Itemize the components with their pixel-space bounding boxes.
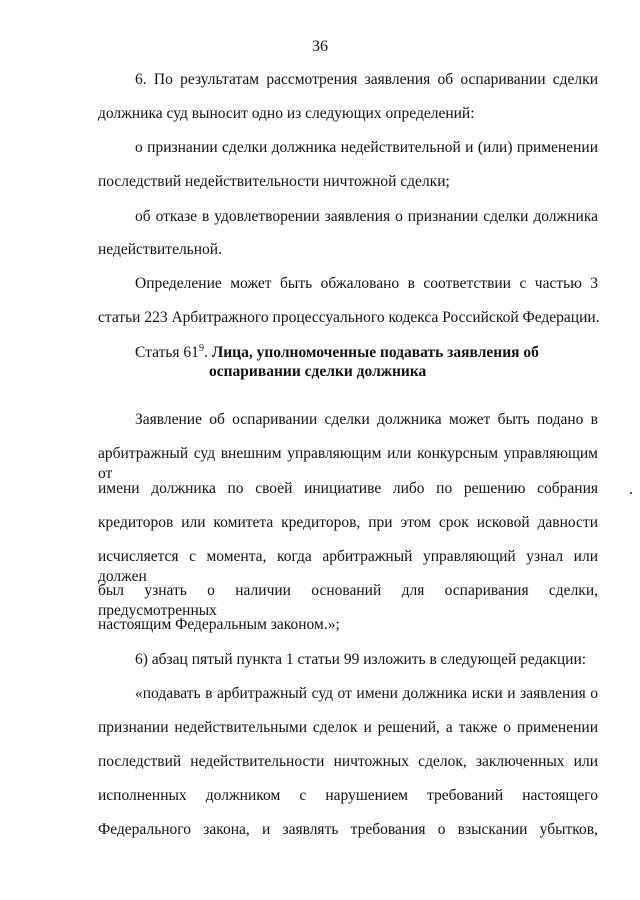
paragraph-line: 6. По результатам рассмотрения заявления об оспаривании сделки <box>135 71 598 88</box>
paragraph-line: должника суд выносит одно из следующих определений: <box>98 105 475 122</box>
paragraph-line: об отказе в удовлетворении заявления о признании сделки должника <box>135 208 598 225</box>
paragraph-line: кредиторов или комитета кредиторов, при этом срок исковой давности <box>98 514 598 531</box>
paragraph-line: исчисляется с момента, когда арбитражный управляющий узнал или должен <box>98 548 598 585</box>
paragraph-line: недействительной. <box>98 241 222 258</box>
page-number: 36 <box>312 38 328 55</box>
paragraph-line: арбитражный суд внешним управляющим или конкурсным управляющим от <box>98 445 598 482</box>
paragraph-line: статьи 223 Арбитражного процессуального кодекса Российской Федерации. <box>98 309 600 326</box>
paragraph-line: Определение может быть обжаловано в соответствии с частью 3 <box>135 275 598 292</box>
paragraph-line: последствий недействительности ничтожной сделки; <box>98 173 450 190</box>
paragraph-line: Заявление об оспаривании сделки должника может быть подано в <box>135 411 598 428</box>
paragraph-line: 6) абзац пятый пункта 1 статьи 99 изложить в следующей редакции: <box>135 651 587 668</box>
paragraph-line: последствий недействительности ничтожных сделок, заключенных или <box>98 753 598 770</box>
article-superscript: 9 <box>198 342 204 354</box>
article-title-line2: оспаривании сделки должника <box>209 363 427 380</box>
paragraph-line: «подавать в арбитражный суд от имени должника иски и заявления о <box>135 685 598 702</box>
paragraph-line: имени должника по своей инициативе либо по решению собрания <box>98 480 598 497</box>
article-separator: . <box>203 344 212 361</box>
paragraph-line: о признании сделки должника недействительной и (или) применении <box>135 139 598 156</box>
paragraph-line: был узнать о наличии оснований для оспаривания сделки, предусмотренных <box>98 582 598 619</box>
article-number: Статья 61 <box>135 344 199 361</box>
article-heading <box>135 343 605 381</box>
paragraph-line: исполненных должником с нарушением требований настоящего <box>98 787 598 804</box>
paragraph-line: настоящим Федеральным законом.»; <box>98 616 340 633</box>
scan-artifact-dot <box>630 492 632 494</box>
article-title-line1: Лица, уполномоченные подавать заявления об <box>211 344 539 361</box>
paragraph-line: признании недействительными сделок и решений, а также о применении <box>98 719 598 736</box>
paragraph-line: Федерального закона, и заявлять требования о взыскании убытков, <box>98 821 598 838</box>
